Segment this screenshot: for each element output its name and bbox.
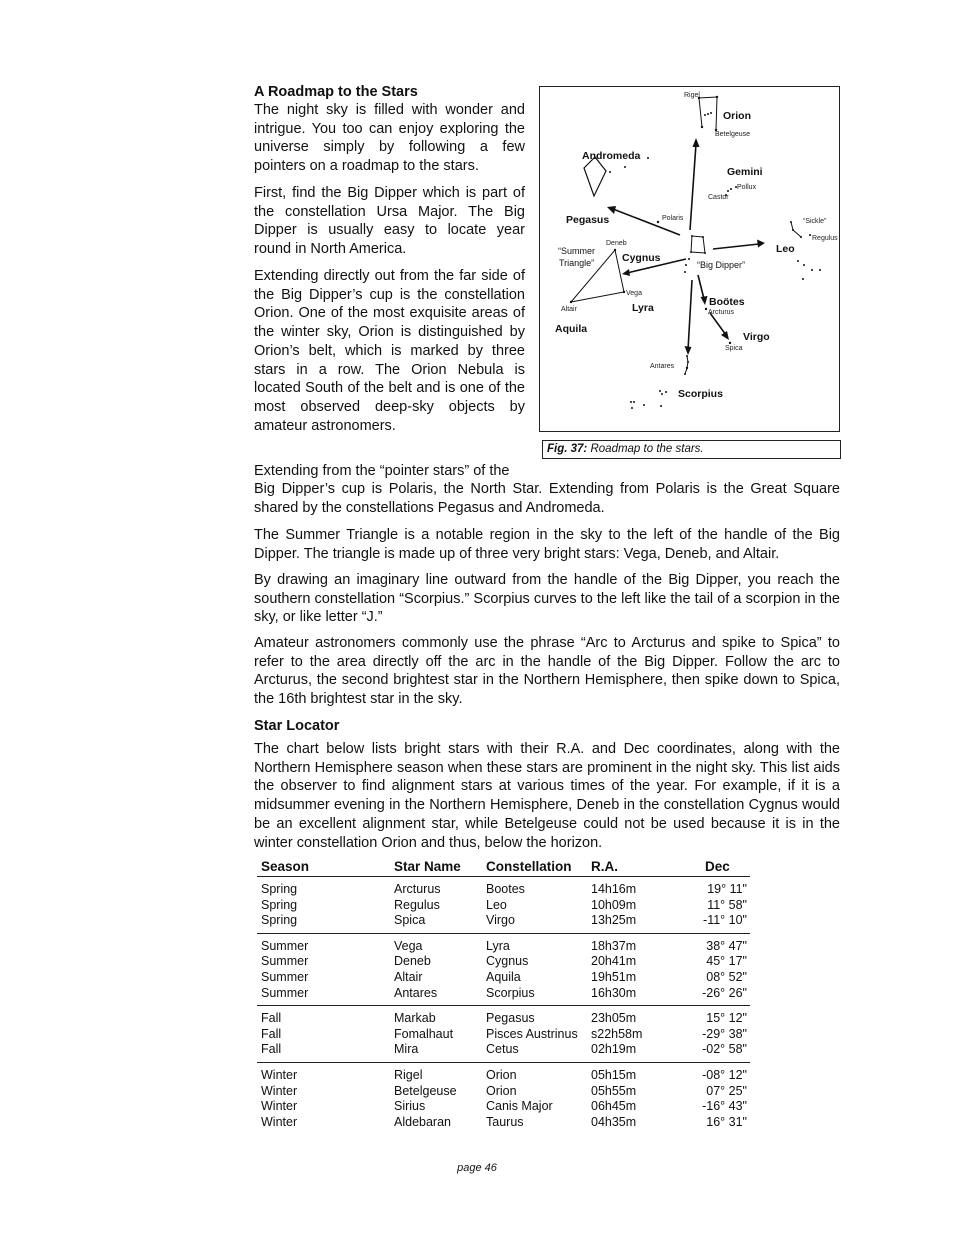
cell-star-name: Spica bbox=[390, 913, 482, 933]
cell-constellation: Pegasus bbox=[486, 1011, 535, 1026]
table-header-row bbox=[257, 857, 750, 877]
cell-star-name: Sirius bbox=[394, 1099, 426, 1114]
table-row bbox=[257, 913, 750, 933]
header-star-name: Star Name bbox=[390, 857, 482, 877]
star-locator-table bbox=[257, 857, 750, 1134]
page-number: page 46 bbox=[457, 1162, 497, 1174]
table-row bbox=[257, 933, 750, 954]
label-deneb: Deneb bbox=[606, 240, 627, 247]
cell-season: Winter bbox=[261, 1083, 298, 1098]
header-ra: R.A. bbox=[587, 857, 655, 877]
label-regulus: Regulus bbox=[812, 235, 838, 242]
cell-ra: 13h25m bbox=[587, 913, 655, 933]
cell-star-name: Aldebaran bbox=[394, 1114, 451, 1129]
table-row bbox=[257, 1099, 750, 1115]
label-virgo: Virgo bbox=[743, 331, 770, 343]
cell-dec: -26° 26" bbox=[655, 986, 750, 1006]
cell-constellation: Orion bbox=[486, 1067, 517, 1082]
label-pegasus: Pegasus bbox=[566, 214, 610, 226]
cell-ra: 19h51m bbox=[591, 969, 637, 984]
paragraph-orion: Extending directly out from the far side of the Big Dipper’s cup is the constellation Orion. One of the most exquisite areas of the winter sky, Orion is distinguished by Orion’s belt, which is marked by three stars in a row. The Orion Nebula is located South of the belt and is one of the most observed deep-sky objects by amateur astronomers. bbox=[254, 268, 525, 434]
label-betelgeuse: Betelgeuse bbox=[715, 131, 751, 138]
paragraph-big-dipper: First, find the Big Dipper which is part of the constellation Ursa Major. The Big Dipper is usually easy to locate year round in North America. bbox=[254, 185, 525, 258]
label-leo: Leo bbox=[776, 243, 795, 255]
cell-dec: 45° 17" bbox=[706, 954, 747, 969]
label-big-dipper: “Big Dipper” bbox=[697, 260, 746, 270]
cell-constellation: Canis Major bbox=[486, 1099, 553, 1114]
cell-star-name: Betelgeuse bbox=[394, 1083, 457, 1098]
paragraph-polaris-start: Extending from the “pointer stars” of the bbox=[254, 463, 510, 479]
label-aquila: Aquila bbox=[555, 323, 588, 335]
header-constellation: Constellation bbox=[482, 857, 587, 877]
figure-caption-number: Fig. 37: bbox=[547, 443, 588, 455]
cell-season: Spring bbox=[257, 913, 390, 933]
paragraph-intro: The night sky is filled with wonder and intrigue. You too can enjoy exploring the universe simply by following a few pointers on a roadmap to the stars. bbox=[254, 102, 525, 175]
cell-constellation: Lyra bbox=[486, 938, 510, 953]
cell-season: Fall bbox=[261, 1026, 282, 1041]
cell-dec: -16° 43" bbox=[702, 1099, 747, 1114]
label-cygnus: Cygnus bbox=[622, 252, 661, 264]
label-arcturus: Arcturus bbox=[708, 309, 735, 316]
header-season: Season bbox=[257, 857, 390, 877]
cell-dec: 08° 52" bbox=[706, 969, 747, 984]
label-polaris: Polaris bbox=[662, 215, 684, 222]
paragraph-summer-triangle: The Summer Triangle is a notable region in the sky to the left of the handle of the Big Dipper. The triangle is made up of three very bright stars: Vega, Deneb, and Altair. bbox=[254, 527, 840, 562]
figure-caption bbox=[542, 440, 841, 459]
label-gemini: Gemini bbox=[727, 166, 763, 178]
section-heading-star-locator: Star Locator bbox=[254, 718, 340, 734]
cell-ra: 10h09m bbox=[591, 897, 637, 912]
cell-ra: s22h58m bbox=[591, 1026, 643, 1041]
cell-ra: 20h41m bbox=[591, 954, 637, 969]
cell-constellation: Taurus bbox=[486, 1114, 524, 1129]
cell-dec: -11° 10" bbox=[655, 913, 750, 933]
cell-season: Winter bbox=[261, 1099, 298, 1114]
cell-season: Fall bbox=[257, 1042, 390, 1062]
cell-season: Summer bbox=[261, 938, 309, 953]
cell-star-name: Deneb bbox=[394, 954, 431, 969]
label-altair: Altair bbox=[561, 306, 577, 313]
cell-star-name: Arcturus bbox=[394, 882, 441, 896]
label-scorpius: Scorpius bbox=[678, 388, 723, 400]
cell-ra: 05h15m bbox=[591, 1067, 637, 1082]
cell-season: Fall bbox=[261, 1011, 282, 1026]
label-bootes: Boötes bbox=[709, 296, 745, 308]
cell-constellation: Virgo bbox=[482, 913, 587, 933]
cell-ra: 02h19m bbox=[587, 1042, 655, 1062]
cell-ra: 18h37m bbox=[591, 938, 637, 953]
table-row bbox=[257, 1084, 750, 1100]
cell-ra: 16h30m bbox=[587, 986, 655, 1006]
label-summer-triangle-line2: Triangle” bbox=[559, 258, 595, 268]
table-row bbox=[257, 970, 750, 986]
table-row bbox=[257, 1115, 750, 1135]
cell-season: Spring bbox=[261, 882, 298, 896]
label-andromeda: Andromeda bbox=[582, 150, 641, 162]
label-sickle: “Sickle” bbox=[803, 218, 827, 225]
cell-ra: 06h45m bbox=[591, 1099, 637, 1114]
cell-ra: 23h05m bbox=[591, 1011, 637, 1026]
cell-season: Winter bbox=[261, 1114, 298, 1129]
cell-constellation: Scorpius bbox=[482, 986, 587, 1006]
cell-dec: -08° 12" bbox=[702, 1067, 747, 1082]
cell-star-name: Regulus bbox=[394, 897, 440, 912]
table-row bbox=[257, 1042, 750, 1062]
cell-constellation: Pisces Austrinus bbox=[486, 1026, 578, 1041]
cell-dec: -02° 58" bbox=[655, 1042, 750, 1062]
table-row bbox=[257, 1027, 750, 1043]
cell-constellation: Bootes bbox=[486, 882, 525, 896]
paragraph-star-locator: The chart below lists bright stars with their R.A. and Dec coordinates, along with the Northern Hemisphere season when these stars are prominent in the night sky. This list aids the observer to find alignment stars at various times of the year. For example, if it is a midsummer evening in the Northern Hemisphere, Deneb in the constellation Cygnus would be an excellent alignment star, while Betelgeuse could not be used because it is in the winter constellation Orion and thus, below the horizon. bbox=[254, 741, 840, 851]
cell-constellation: Cetus bbox=[482, 1042, 587, 1062]
label-castor: Castor bbox=[708, 194, 729, 201]
cell-dec: 38° 47" bbox=[706, 938, 747, 953]
cell-season: Summer bbox=[261, 954, 309, 969]
cell-constellation: Leo bbox=[486, 897, 507, 912]
label-summer-triangle-line1: “Summer bbox=[558, 246, 596, 256]
cell-constellation: Orion bbox=[486, 1083, 517, 1098]
table-row bbox=[257, 898, 750, 914]
header-dec: Dec bbox=[655, 857, 750, 877]
cell-star-name: Rigel bbox=[394, 1067, 423, 1082]
table-row bbox=[257, 877, 750, 898]
cell-ra: 14h16m bbox=[591, 882, 637, 896]
table-row bbox=[257, 1006, 750, 1027]
cell-dec: 07° 25" bbox=[706, 1083, 747, 1098]
table-row bbox=[257, 986, 750, 1006]
cell-star-name: Fomalhaut bbox=[394, 1026, 454, 1041]
label-orion: Orion bbox=[723, 110, 751, 122]
label-lyra: Lyra bbox=[632, 302, 654, 314]
roadmap-figure bbox=[539, 86, 840, 432]
section-heading-roadmap: A Roadmap to the Stars bbox=[254, 84, 418, 100]
cell-constellation: Aquila bbox=[486, 969, 521, 984]
paragraph-scorpius: By drawing an imaginary line outward from the handle of the Big Dipper, you reach the southern constellation “Scorpius.” Scorpius curves to the left like the tail of a scorpion in the sky, or like letter “J.” bbox=[254, 572, 840, 626]
cell-dec: 19° 11" bbox=[707, 882, 747, 896]
paragraph-polaris: Big Dipper’s cup is Polaris, the North Star. Extending from Polaris is the Great Square shared by the constellations Pegasus and Andromeda. bbox=[254, 481, 840, 516]
label-rigel: Rigel bbox=[684, 92, 700, 99]
cell-dec: 15° 12" bbox=[706, 1011, 747, 1026]
cell-ra: 04h35m bbox=[591, 1114, 637, 1129]
cell-constellation: Cygnus bbox=[486, 954, 529, 969]
figure-caption-text: Roadmap to the stars. bbox=[590, 443, 704, 455]
cell-star-name: Mira bbox=[390, 1042, 482, 1062]
cell-star-name: Vega bbox=[394, 938, 423, 953]
cell-star-name: Markab bbox=[394, 1011, 436, 1026]
cell-season: Summer bbox=[257, 986, 390, 1006]
label-vega: Vega bbox=[626, 290, 642, 297]
label-pollux: Pollux bbox=[737, 184, 757, 191]
cell-star-name: Antares bbox=[390, 986, 482, 1006]
cell-dec: 11° 58" bbox=[707, 897, 747, 912]
cell-season: Winter bbox=[261, 1067, 298, 1082]
cell-season: Spring bbox=[261, 897, 298, 912]
cell-dec: -29° 38" bbox=[702, 1026, 747, 1041]
cell-ra: 05h55m bbox=[591, 1083, 637, 1098]
table-row bbox=[257, 954, 750, 970]
label-spica: Spica bbox=[725, 345, 743, 352]
cell-star-name: Altair bbox=[394, 969, 423, 984]
cell-season: Summer bbox=[261, 969, 309, 984]
paragraph-arcturus: Amateur astronomers commonly use the phrase “Arc to Arcturus and spike to Spica” to refer to the area directly off the arc in the handle of the Big Dipper. Follow the arc to Arcturus, the second brightest star in the Northern Hemisphere, then spike down to Spica, the 16th brightest star in the sky. bbox=[254, 635, 840, 708]
table-row bbox=[257, 1062, 750, 1083]
cell-dec: 16° 31" bbox=[706, 1114, 747, 1129]
label-antares: Antares bbox=[650, 363, 675, 370]
